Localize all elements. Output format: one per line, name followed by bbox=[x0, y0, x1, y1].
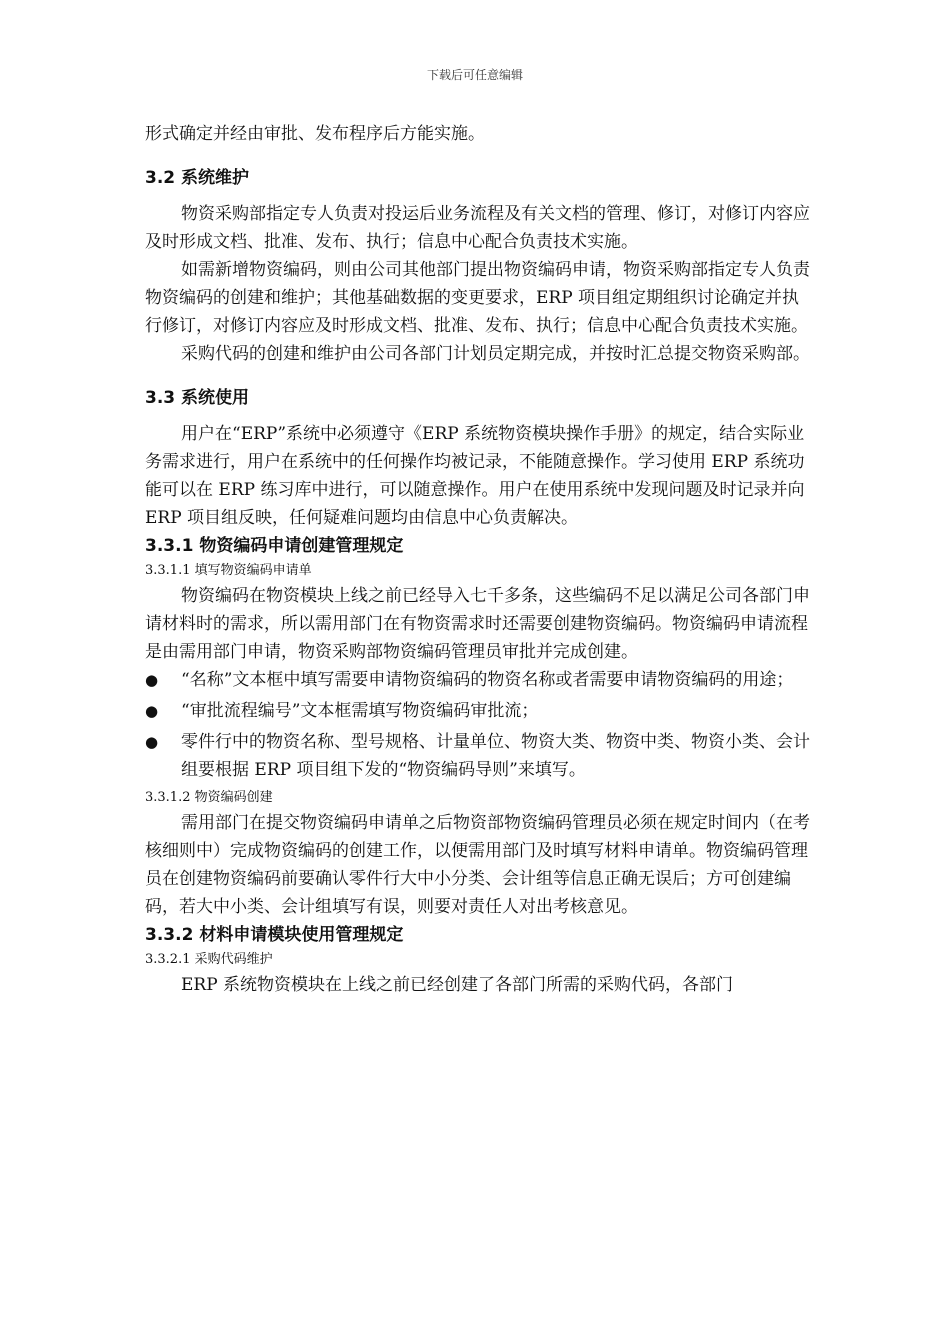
list-item bbox=[145, 728, 810, 784]
page-header: 下载后可任意编辑 bbox=[426, 68, 523, 82]
section-3-3-1-2-paragraph: 需用部门在提交物资编码申请单之后物资部物资编码管理员必须在规定时间内（在考核细则中）完成物资编码的创建工作，以便需用部门及时填写材料申请单。物资编码管理员在创建物资编码前要确认零件行大中小分类、会计组等信息正确无误后；方可创建编码，若大中小类、会计组填写有误，则要对责任人对出考核意见。 bbox=[145, 813, 810, 917]
section-3-3-1-heading: 3.3.1 物资编码申请创建管理规定 bbox=[145, 536, 404, 556]
list-item bbox=[145, 697, 810, 725]
section-3-3-1-2-heading: 3.3.1.2 物资编码创建 bbox=[145, 790, 273, 805]
bullet-icon: ● bbox=[145, 702, 159, 720]
list-item-text: “审批流程编号”文本框需填写物资编码审批流； bbox=[181, 701, 539, 721]
section-3-3-heading: 3.3 系统使用 bbox=[145, 388, 250, 408]
section-3-2-paragraph-3: 采购代码的创建和维护由公司各部门计划员定期完成，并按时汇总提交物资采购部。 bbox=[181, 344, 810, 364]
section-3-3-2-1-heading: 3.3.2.1 采购代码维护 bbox=[145, 952, 273, 967]
section-3-3-2-heading: 3.3.2 材料申请模块使用管理规定 bbox=[145, 925, 404, 945]
section-3-3-1-1-heading: 3.3.1.1 填写物资编码申请单 bbox=[145, 563, 312, 578]
section-3-3-paragraph: 用户在“ERP”系统中必须遵守《ERP 系统物资模块操作手册》的规定，结合实际业务需求进行，用户在系统中的任何操作均被记录，不能随意操作。学习使用 ERP 系统功能可以在 ERP 练习库中进行，可以随意操作。用户在使用系统中发现问题及时记录并向 ERP 项目组反映，任何疑难问题均由信息中心负责解决。 bbox=[145, 424, 805, 528]
bullet-icon: ● bbox=[145, 733, 159, 751]
requirements-list bbox=[145, 666, 810, 784]
document-body bbox=[145, 120, 810, 999]
section-3-2-paragraph-2: 如需新增物资编码，则由公司其他部门提出物资编码申请，物资采购部指定专人负责物资编码的创建和维护；其他基础数据的变更要求，ERP 项目组定期组织讨论确定并执行修订，对修订内容应及时形成文档、批准、发布、执行；信息中心配合负责技术实施。 bbox=[145, 260, 810, 336]
section-3-3-2-1-paragraph: ERP 系统物资模块在上线之前已经创建了各部门所需的采购代码，各部门 bbox=[181, 975, 734, 995]
list-item-text: “名称”文本框中填写需要申请物资编码的物资名称或者需要申请物资编码的用途； bbox=[181, 670, 794, 690]
section-3-3-1-1-paragraph: 物资编码在物资模块上线之前已经导入七千多条，这些编码不足以满足公司各部门申请材料时的需求，所以需用部门在有物资需求时还需要创建物资编码。物资编码申请流程是由需用部门申请，物资采购部物资编码管理员审批并完成创建。 bbox=[145, 586, 810, 662]
list-item-text: 零件行中的物资名称、型号规格、计量单位、物资大类、物资中类、物资小类、会计组要根据 ERP 项目组下发的“物资编码导则”来填写。 bbox=[181, 732, 810, 780]
section-3-2-heading: 3.2 系统维护 bbox=[145, 168, 250, 188]
intro-paragraph: 形式确定并经由审批、发布程序后方能实施。 bbox=[145, 124, 485, 144]
bullet-icon: ● bbox=[145, 671, 159, 689]
list-item bbox=[145, 666, 810, 694]
section-3-2-paragraph-1: 物资采购部指定专人负责对投运后业务流程及有关文档的管理、修订，对修订内容应及时形成文档、批准、发布、执行；信息中心配合负责技术实施。 bbox=[145, 204, 810, 252]
